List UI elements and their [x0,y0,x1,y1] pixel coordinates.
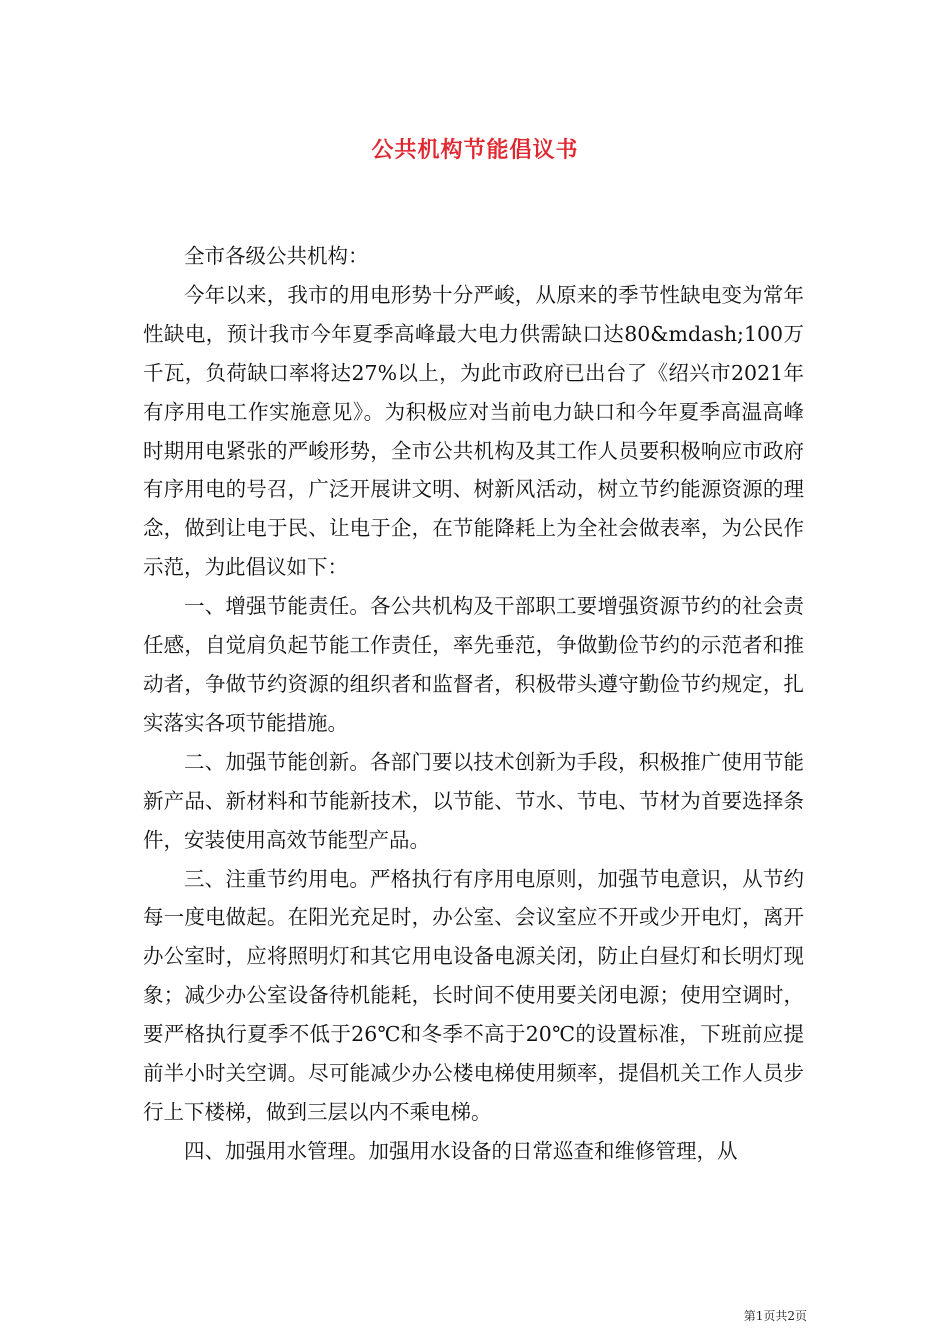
paragraph-item-3: 三、注重节约用电。严格执行有序用电原则，加强节电意识，从节约每一度电做起。在阳光充足时，办公室、会议室应不开或少开电灯，离开办公室时，应将照明灯和其它用电设备电源关闭，防止白昼灯和长明灯现象；减少办公室设备待机能耗，长时间不使用要关闭电源；使用空调时，要严格执行夏季不低于26℃和冬季不高于20℃的设置标准，下班前应提前半小时关空调。尽可能减少办公楼电梯使用频率，提倡机关工作人员步行上下楼梯，做到三层以内不乘电梯。 [143,866,804,1124]
salutation: 全市各级公共机构： [184,244,369,268]
page-number: 第1页共2页 [743,1309,807,1323]
document-title: 公共机构节能倡议书 [371,138,579,163]
document-body [143,237,804,1171]
paragraph-item-2: 二、加强节能创新。各部门要以技术创新为手段，积极推广使用节能新产品、新材料和节能新技术，以节能、节水、节电、节材为首要选择条件，安装使用高效节能型产品。 [143,749,804,852]
paragraph-item-4: 四、加强用水管理。加强用水设备的日常巡查和维修管理，从 [184,1138,738,1163]
paragraph-item-1: 一、增强节能责任。各公共机构及干部职工要增强资源节约的社会责任感，自觉肩负起节能工作责任，率先垂范，争做勤俭节约的示范者和推动者，争做节约资源的组织者和监督者，积极带头遵守勤俭节约规定，扎实落实各项节能措施。 [143,594,804,735]
paragraph-intro: 今年以来，我市的用电形势十分严峻，从原来的季节性缺电变为常年性缺电，预计我市今年夏季高峰最大电力供需缺口达80&mdash;100万千瓦，负荷缺口率将达27%以上，为此市政府已出台了《绍兴市2021年有序用电工作实施意见》。为积极应对当前电力缺口和今年夏季高温高峰时期用电紧张的严峻形势，全市公共机构及其工作人员要积极响应市政府有序用电的号召，广泛开展讲文明、树新风活动，树立节约能源资源的理念，做到让电于民、让电于企，在节能降耗上为全社会做表率，为公民作示范，为此倡议如下： [143,282,804,580]
